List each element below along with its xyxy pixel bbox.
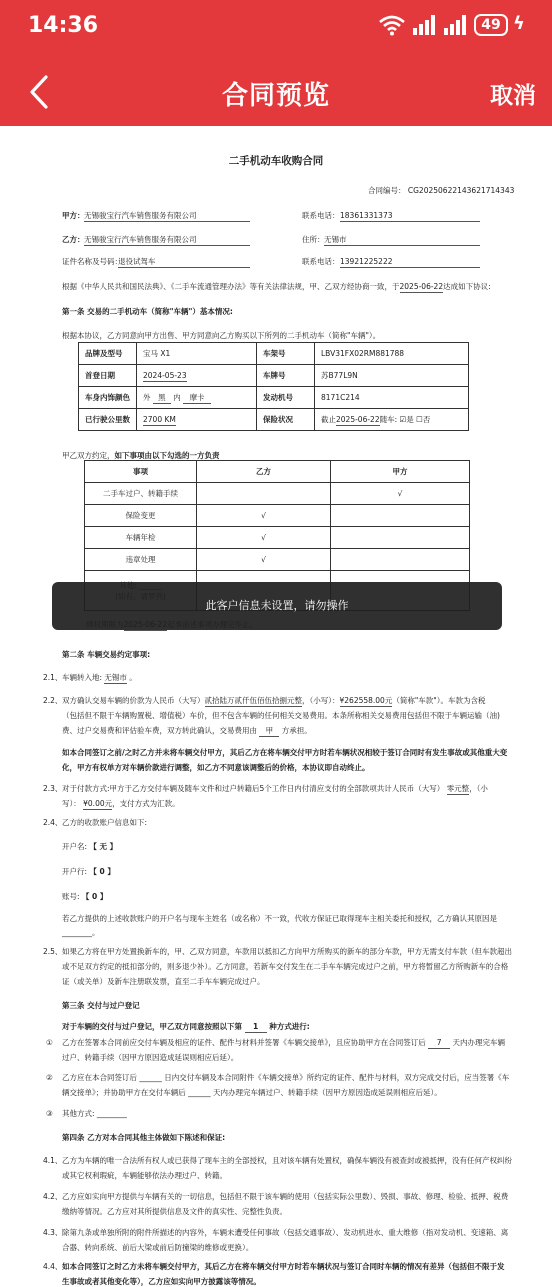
clause-4-2-line1: 乙方应如实向甲方提供与车辆有关的一切信息，包括但不限于该车辆的使用（包括实际公里数）、毁损、事故、修理、检验、抵押、税费 [62, 1192, 509, 1201]
wifi-icon [378, 14, 406, 36]
responsibility-intro: 甲乙双方约定，如下事项由以下勾选的一方负责 [62, 451, 220, 460]
vehicle-table: 品牌及型号 宝马 X1 车架号 LBV31FX02RM881788 首登日期 2024-05-23 车牌号 苏B77L9N 车身内饰颜色 外 黑 内 摩卡 发动机号 8171C214 已行驶公里数 2700 KM 保险状况 截止2025-06-22随车: ☑是 ☐否 [78, 342, 469, 431]
phone-a-value: 18361331373 [340, 210, 480, 222]
clause-number: 2.5、 [43, 947, 63, 956]
clause-2-5-line2: 或不足双方约定的抵扣部分的，则多退少补）。乙方同意，若新车交付发生在二手车车辆完成过户之前，甲方将暂留乙方所购新车的合格 [62, 962, 509, 971]
clause-2-2-line3: 费、过户交易费和评估验车费，双方转此确认，交易费用由 甲 方承担。 [62, 726, 312, 735]
account-bank: 开户行: 【 0 】 [62, 867, 115, 876]
clause-4-3-line1: 除第九条或单独所附的附件所描述的内容外，车辆未遭受任何事故（包括交通事故）、发动机进水、重大维修（指对发动机、变速箱、离 [62, 1228, 509, 1237]
cert-label: 证件名称及号码： [62, 257, 122, 266]
clause-2-5-line3: 证（或关单）及新车注册联发票，直至二手车车辆完成过户。 [62, 977, 265, 986]
clause-2-3-line2: 写）： ¥0.00元，支付方式为汇款。 [62, 799, 180, 808]
section-3-title: 第三条 交付与过户登记 [62, 1001, 140, 1010]
option-3: 其他方式: ________ [62, 1109, 127, 1118]
clause-4-1-line2: 或其它权利瑕疵，车辆能够依法办理过户、转籍。 [62, 1171, 227, 1180]
party-b-value: 无锡骏宝行汽车销售服务有限公司 [84, 234, 250, 246]
clause-2-2-line1: 双方确认交易车辆的价款为人民币（大写）贰拾陆万贰仟伍佰伍拾捌元整，（小写）：¥262558.00元（简称"车款"）。车款为含税 [62, 696, 486, 705]
section-3-intro: 对于车辆的交付与过户登记，甲乙双方同意按照以下第 1 种方式进行: [62, 1022, 310, 1031]
address-value: 无锡市 [324, 234, 480, 246]
contract-title: 二手机动车收购合同 [228, 155, 324, 167]
clause-number: 4.3、 [43, 1228, 63, 1237]
contract-number: 合同编号： CG20250622143621714343 [368, 186, 515, 195]
toast-message: 此客户信息未设置，请勿操作 [52, 582, 502, 630]
address-label: 住所： [302, 235, 325, 244]
clause-4-1-line1: 乙方为车辆的唯一合法所有权人或已获得了现车主的全部授权，且对该车辆有处置权，确保车辆没有被查封或被抵押，没有任何产权纠纷 [62, 1156, 512, 1165]
contract-document [0, 126, 552, 1286]
phone-b-value: 13921225222 [340, 256, 480, 268]
table-row: 车辆年检 √ [85, 527, 470, 549]
intro-text: 根据《中华人民共和国民法典》、《二手车流通管理办法》等有关法律法规，甲、乙双方经协商一致，于2025-06-22达成如下协议: [62, 282, 491, 291]
table-row: 违章处理 √ [85, 549, 470, 571]
phone-a-label: 联系电话： [302, 211, 340, 220]
table-row: 保险变更 √ [85, 505, 470, 527]
clause-number: 4.4、 [43, 1262, 63, 1271]
option-2-line2: 辆交接单》；并协助甲方在交付车辆后 ______ 天内办理完车辆过户、转籍手续（因甲方原因造成延误则相应后延）。 [62, 1088, 442, 1097]
option-1-line1: 乙方在签署本合同前应交付车辆及相应的证件、配件与材料并签署《车辆交接单》，且应协助甲方在合同签订后 7 天内办理完车辆 [62, 1038, 506, 1047]
status-time: 14:36 [28, 13, 99, 38]
clause-number: 2.4、 [43, 818, 63, 827]
clause-4-2-line2: 缴纳等情况。乙方应对其所提供信息及文件的真实性、完整性负责。 [62, 1207, 287, 1216]
option-2-line1: 乙方应在本合同签订后 ______ 日内交付车辆及本合同附件《车辆交接单》所约定的证件、配件与材料，双方完成交付后，应当签署《车 [62, 1073, 510, 1082]
battery-icon: 49 [474, 14, 508, 36]
party-b-label: 乙方： [62, 235, 85, 244]
option-number: ③ [46, 1109, 53, 1118]
clause-number: 2.3、 [43, 784, 63, 793]
clause-4-4-line1: 如本合同签订之时乙方未将车辆交付甲方，其后乙方在将车辆交付甲方时若车辆状况与签订合同时车辆的情况有差异（包括但不限于发 [62, 1262, 505, 1271]
clause-2-5-line1: 如果乙方将在甲方处置换新车的，甲、乙双方同意，车款用以抵扣乙方向甲方所购买的新车的部分车款，甲方无需支付车款（但车款超出 [62, 947, 512, 956]
clause-number: 4.2、 [43, 1192, 63, 1201]
clause-4-4-line2: 生事故或者其他变化等），乙方应如实向甲方披露该等情况。 [62, 1277, 261, 1286]
clause-2-4: 乙方的收款账户信息如下: [62, 818, 148, 827]
clause-2-3-line1: 对于付款方式:甲方于乙方交付车辆及随车文件和过户转籍后5个工作日内付清应支付的全部款项共计人民币（大写） 零元整，（小 [62, 784, 488, 793]
signal-icon-2 [443, 14, 469, 36]
signal-icon [412, 14, 438, 36]
clause-2-2-line2: （包括但不限于车辆购置税、增值税）车价，但不包含车辆的任何相关交易费用。本条所称相关交易费用包括但不限于车辆运输（油) [62, 711, 500, 720]
clause-2-1: 车辆转入地: 无锡市 。 [62, 673, 137, 682]
app-header [0, 0, 552, 126]
phone-b-label: 联系电话： [302, 257, 340, 266]
clause-number: 2.1、 [43, 673, 63, 682]
page-title: 合同预览 [221, 81, 330, 111]
clause-number: 2.2、 [43, 696, 63, 705]
account-holder: 开户名: 【 无 】 [62, 842, 118, 851]
table-row: 二手车过户、转籍手续 √ [85, 483, 470, 505]
clause-number: 4.1、 [43, 1156, 63, 1165]
cancel-button[interactable]: 取消 [490, 83, 536, 109]
status-bar [0, 0, 552, 52]
cert-value: 退役试驾车 [118, 256, 250, 268]
section-1-title: 第一条 交易的二手机动车（简称"车辆"）基本情况: [62, 307, 233, 316]
clause-2-4-note: 若乙方提供的上述收款账户的开户名与现车主姓名（或名称）不一致，代收方保证已取得现车主相关委托和授权，乙方确认其原因是 [62, 914, 497, 923]
option-1-line2: 过户、转籍手续（因甲方原因造成延误则相应后延）。 [62, 1053, 239, 1062]
option-number: ① [46, 1038, 53, 1047]
charging-icon: ϟ [513, 13, 525, 34]
section-1-text: 根据本协议，乙方同意向甲方出售、甲方同意向乙方购买以下所列的二手机动车（简称"车辆"）。 [62, 331, 381, 340]
party-a-label: 甲方： [62, 211, 85, 220]
section-2-title: 第二条 车辆交易约定事项: [62, 650, 151, 659]
responsibility-table: 事项 乙方 甲方 二手车过户、转籍手续 √ 保险变更 √ 车辆年检 √ 违章处理 √ [84, 460, 470, 611]
clause-2-4-blank: ________。 [62, 928, 100, 937]
section-4-title: 第四条 乙方对本合同其他主体做如下陈述和保证: [62, 1133, 226, 1142]
clause-2-2-bold2: 化，甲方有权单方对车辆价款进行调整，如乙方不同意该调整后的价格，本协议即自动终止。 [62, 763, 370, 772]
clause-4-3-line2: 合器、转向系统、前后大梁或前后防撞梁的维修或更换）。 [62, 1243, 254, 1252]
option-number: ② [46, 1073, 53, 1082]
party-a-value: 无锡骏宝行汽车销售服务有限公司 [84, 210, 250, 222]
clause-2-2-bold1: 如本合同签订之前/之时乙方并未将车辆交付甲方，其后乙方在将车辆交付甲方时若车辆状况相较于签订合同时有发生事故或其他重大变 [62, 748, 508, 757]
account-number: 账号: 【 0 】 [62, 892, 108, 901]
